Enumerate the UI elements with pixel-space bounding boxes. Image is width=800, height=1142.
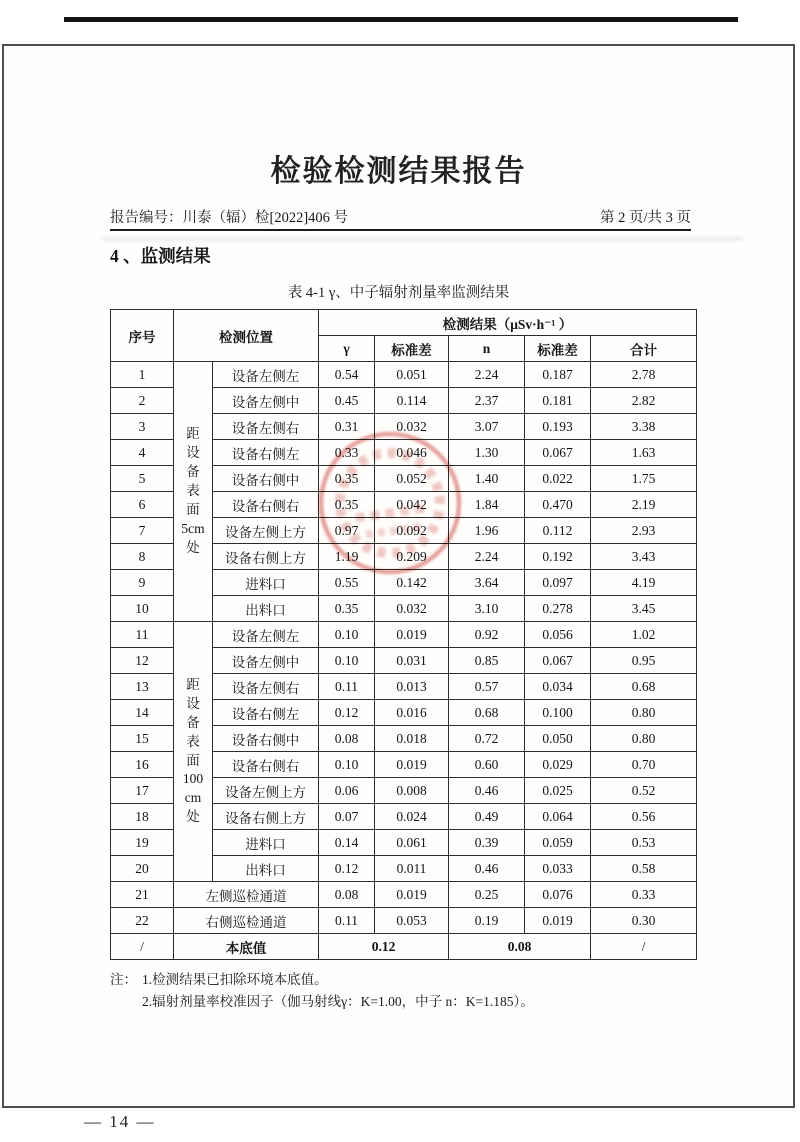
row-number-cell: 20: [111, 856, 174, 882]
value-cell: 0.033: [525, 856, 591, 882]
value-cell: 0.016: [375, 700, 449, 726]
value-cell: 3.10: [449, 596, 525, 622]
value-cell: 0.58: [591, 856, 697, 882]
position-cell: 设备右侧左: [213, 700, 319, 726]
value-cell: 0.100: [525, 700, 591, 726]
value-cell: 0.018: [375, 726, 449, 752]
value-cell: 0.25: [449, 882, 525, 908]
value-cell: 1.02: [591, 622, 697, 648]
value-cell: 0.45: [319, 388, 375, 414]
value-cell: 0.11: [319, 674, 375, 700]
footnote-2: 2.辐射剂量率校准因子（伽马射线γ：K=1.00，中子 n：K=1.185）。: [142, 994, 534, 1010]
value-cell: 0.470: [525, 492, 591, 518]
value-cell: 0.029: [525, 752, 591, 778]
position-cell: 设备右侧上方: [213, 544, 319, 570]
value-cell: 0.46: [449, 856, 525, 882]
value-cell: 0.14: [319, 830, 375, 856]
value-cell: 0.114: [375, 388, 449, 414]
position-cell: 设备左侧左: [213, 622, 319, 648]
footer-page-number: — 14 —: [84, 1112, 156, 1131]
position-cell: 设备右侧上方: [213, 804, 319, 830]
value-cell: 0.12: [319, 700, 375, 726]
footnote-1: [110, 969, 793, 991]
column-header-n-sd: 标准差: [525, 336, 591, 362]
table-row: [111, 934, 697, 960]
value-cell: 0.008: [375, 778, 449, 804]
section-heading: 4 、监测结果: [110, 246, 211, 266]
value-cell: 0.076: [525, 882, 591, 908]
value-cell: 1.75: [591, 466, 697, 492]
position-cell: 左侧巡检通道: [174, 882, 319, 908]
row-number-cell: 9: [111, 570, 174, 596]
value-cell: 0.061: [375, 830, 449, 856]
value-cell: 0.031: [375, 648, 449, 674]
value-cell: 0.056: [525, 622, 591, 648]
value-cell: 1.84: [449, 492, 525, 518]
value-cell: 0.067: [525, 648, 591, 674]
report-header-line: [110, 206, 691, 231]
value-cell: 0.33: [319, 440, 375, 466]
position-cell: 本底值: [174, 934, 319, 960]
row-number-cell: 4: [111, 440, 174, 466]
value-cell: 0.209: [375, 544, 449, 570]
position-cell: 设备右侧左: [213, 440, 319, 466]
value-cell: 0.034: [525, 674, 591, 700]
value-cell: 0.032: [375, 414, 449, 440]
value-cell: 0.192: [525, 544, 591, 570]
value-cell: /: [591, 934, 697, 960]
page-title: 检验检测结果报告: [270, 155, 527, 188]
column-header-gamma-sd: 标准差: [375, 336, 449, 362]
row-number-cell: 7: [111, 518, 174, 544]
position-cell: 设备左侧右: [213, 674, 319, 700]
row-number-cell: 16: [111, 752, 174, 778]
value-cell: 0.08: [319, 882, 375, 908]
report-number: 报告编号：川泰（辐）检[2022]406 号: [110, 210, 349, 226]
value-cell: 0.011: [375, 856, 449, 882]
value-cell: 0.95: [591, 648, 697, 674]
value-cell: 0.06: [319, 778, 375, 804]
footnote-prefix: 注：: [110, 972, 137, 987]
row-number-cell: 6: [111, 492, 174, 518]
value-cell: 1.96: [449, 518, 525, 544]
table-caption: 表 4-1 γ、中子辐射剂量率监测结果: [287, 285, 510, 301]
column-header-result: 检测结果（μSv·h⁻¹ ）: [319, 310, 697, 336]
scan-artifact-line: [102, 237, 743, 241]
position-cell: 右侧巡检通道: [174, 908, 319, 934]
top-border-rule: [64, 17, 738, 22]
position-cell: 设备左侧左: [213, 362, 319, 388]
value-cell: 0.064: [525, 804, 591, 830]
value-cell: 3.64: [449, 570, 525, 596]
value-cell: 0.57: [449, 674, 525, 700]
column-header-gamma: γ: [319, 336, 375, 362]
value-cell: 0.46: [449, 778, 525, 804]
value-cell: 0.10: [319, 622, 375, 648]
value-cell: 0.56: [591, 804, 697, 830]
row-number-cell: 8: [111, 544, 174, 570]
column-header-n: n: [449, 336, 525, 362]
column-header-no: 序号: [111, 310, 174, 362]
row-number-cell: 12: [111, 648, 174, 674]
position-cell: 设备左侧右: [213, 414, 319, 440]
value-cell: 0.54: [319, 362, 375, 388]
row-number-cell: 17: [111, 778, 174, 804]
row-number-cell: 22: [111, 908, 174, 934]
value-cell: 1.63: [591, 440, 697, 466]
value-cell: 3.38: [591, 414, 697, 440]
value-cell: 1.40: [449, 466, 525, 492]
value-cell: 4.19: [591, 570, 697, 596]
position-cell: 设备右侧中: [213, 726, 319, 752]
position-cell: 设备左侧中: [213, 388, 319, 414]
value-cell: 3.07: [449, 414, 525, 440]
value-cell: 0.80: [591, 700, 697, 726]
value-cell: 0.35: [319, 596, 375, 622]
value-cell: 0.097: [525, 570, 591, 596]
value-cell: 0.55: [319, 570, 375, 596]
position-cell: 设备左侧上方: [213, 518, 319, 544]
value-cell: 1.19: [319, 544, 375, 570]
position-cell: 出料口: [213, 596, 319, 622]
value-cell: 0.08: [319, 726, 375, 752]
table-row: [111, 362, 697, 388]
value-cell: 2.37: [449, 388, 525, 414]
value-cell: 0.013: [375, 674, 449, 700]
row-number-cell: 21: [111, 882, 174, 908]
header-row-1: [111, 310, 697, 336]
value-cell: 0.025: [525, 778, 591, 804]
value-cell: 0.08: [449, 934, 591, 960]
row-number-cell: 10: [111, 596, 174, 622]
row-number-cell: 11: [111, 622, 174, 648]
value-cell: 0.067: [525, 440, 591, 466]
value-cell: 2.24: [449, 362, 525, 388]
value-cell: 0.19: [449, 908, 525, 934]
value-cell: 0.70: [591, 752, 697, 778]
value-cell: 1.30: [449, 440, 525, 466]
position-cell: 设备右侧中: [213, 466, 319, 492]
value-cell: 0.85: [449, 648, 525, 674]
scanned-page: [2, 44, 795, 1108]
value-cell: 0.12: [319, 856, 375, 882]
row-number-cell: 3: [111, 414, 174, 440]
position-cell: 出料口: [213, 856, 319, 882]
measurement-group-label: 距 设 备 表 面 5cm 处: [174, 362, 213, 622]
value-cell: 0.52: [591, 778, 697, 804]
value-cell: 0.12: [319, 934, 449, 960]
value-cell: 0.30: [591, 908, 697, 934]
value-cell: 0.022: [525, 466, 591, 492]
column-header-total: 合计: [591, 336, 697, 362]
row-number-cell: 18: [111, 804, 174, 830]
value-cell: 0.050: [525, 726, 591, 752]
position-cell: 设备左侧上方: [213, 778, 319, 804]
value-cell: 0.042: [375, 492, 449, 518]
measurement-group-label: 距 设 备 表 面 100 cm 处: [174, 622, 213, 882]
row-number-cell: 14: [111, 700, 174, 726]
value-cell: 0.053: [375, 908, 449, 934]
value-cell: 0.39: [449, 830, 525, 856]
value-cell: 2.78: [591, 362, 697, 388]
value-cell: 0.052: [375, 466, 449, 492]
value-cell: 0.92: [449, 622, 525, 648]
value-cell: 0.68: [591, 674, 697, 700]
value-cell: 0.97: [319, 518, 375, 544]
value-cell: 0.019: [375, 622, 449, 648]
table-row: [111, 908, 697, 934]
value-cell: 0.187: [525, 362, 591, 388]
value-cell: 0.142: [375, 570, 449, 596]
page-indicator: 第 2 页/共 3 页: [599, 210, 691, 226]
value-cell: 2.93: [591, 518, 697, 544]
position-cell: 设备右侧右: [213, 752, 319, 778]
row-number-cell: /: [111, 934, 174, 960]
position-cell: 进料口: [213, 830, 319, 856]
value-cell: 0.60: [449, 752, 525, 778]
value-cell: 0.019: [375, 752, 449, 778]
value-cell: 0.80: [591, 726, 697, 752]
position-cell: 设备左侧中: [213, 648, 319, 674]
value-cell: 0.49: [449, 804, 525, 830]
column-header-position: 检测位置: [174, 310, 319, 362]
value-cell: 0.046: [375, 440, 449, 466]
position-cell: 设备右侧右: [213, 492, 319, 518]
row-number-cell: 15: [111, 726, 174, 752]
value-cell: 0.10: [319, 648, 375, 674]
value-cell: 0.181: [525, 388, 591, 414]
value-cell: 0.07: [319, 804, 375, 830]
value-cell: 0.11: [319, 908, 375, 934]
value-cell: 0.53: [591, 830, 697, 856]
footnote-1-text: 1.检测结果已扣除环境本底值。: [142, 972, 328, 987]
value-cell: 0.193: [525, 414, 591, 440]
value-cell: 3.43: [591, 544, 697, 570]
value-cell: 0.019: [375, 882, 449, 908]
row-number-cell: 13: [111, 674, 174, 700]
value-cell: 0.032: [375, 596, 449, 622]
value-cell: 2.82: [591, 388, 697, 414]
results-table: [110, 309, 697, 960]
value-cell: 2.19: [591, 492, 697, 518]
table-row: [111, 882, 697, 908]
value-cell: 0.33: [591, 882, 697, 908]
value-cell: 0.68: [449, 700, 525, 726]
value-cell: 0.10: [319, 752, 375, 778]
value-cell: 0.092: [375, 518, 449, 544]
position-cell: 进料口: [213, 570, 319, 596]
value-cell: 3.45: [591, 596, 697, 622]
value-cell: 0.024: [375, 804, 449, 830]
value-cell: 0.72: [449, 726, 525, 752]
value-cell: 0.051: [375, 362, 449, 388]
value-cell: 2.24: [449, 544, 525, 570]
row-number-cell: 2: [111, 388, 174, 414]
value-cell: 0.059: [525, 830, 591, 856]
value-cell: 0.278: [525, 596, 591, 622]
value-cell: 0.35: [319, 492, 375, 518]
row-number-cell: 5: [111, 466, 174, 492]
value-cell: 0.112: [525, 518, 591, 544]
row-number-cell: 19: [111, 830, 174, 856]
table-row: [111, 622, 697, 648]
row-number-cell: 1: [111, 362, 174, 388]
value-cell: 0.019: [525, 908, 591, 934]
value-cell: 0.35: [319, 466, 375, 492]
footnotes: [110, 969, 793, 1014]
value-cell: 0.31: [319, 414, 375, 440]
